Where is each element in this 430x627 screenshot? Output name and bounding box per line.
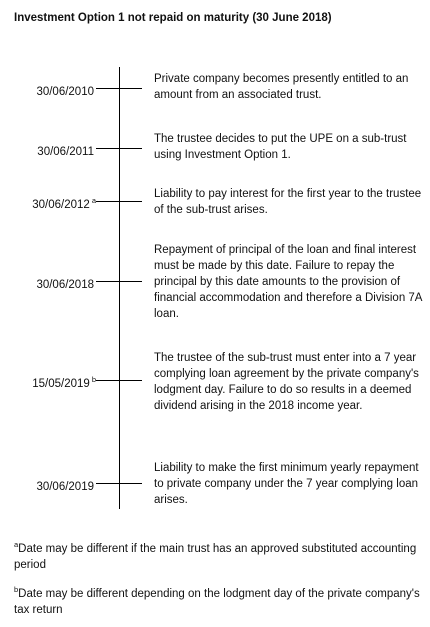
timeline-date: 30/06/2019 bbox=[36, 481, 94, 493]
timeline-event: The trustee of the sub-trust must enter into a 7 year complying loan agreement by the private company's lodgment day. Failure to do so results in a deemed dividend arising in the 2018 income year. bbox=[154, 352, 419, 412]
timeline-tick bbox=[96, 201, 142, 202]
diagram-title: Investment Option 1 not repaid on maturity (30 June 2018) bbox=[14, 12, 332, 24]
timeline-event: The trustee decides to put the UPE on a sub-trust using Investment Option 1. bbox=[154, 133, 407, 161]
timeline-event: Liability to make the first minimum yearly repayment to private company under the 7 year complying loan arises. bbox=[154, 462, 419, 506]
timeline-event: Repayment of principal of the loan and final interest must be made by this date. Failure to repay the principal by this date amounts to the provision of financial accommodation and therefore a Division 7A loan. bbox=[154, 244, 422, 320]
timeline-event: Liability to pay interest for the first year to the trustee of the sub-trust arises. bbox=[154, 188, 422, 216]
timeline-tick bbox=[96, 148, 142, 149]
timeline-event: Private company becomes presently entitled to an amount from an associated trust. bbox=[154, 73, 409, 101]
timeline-date: 30/06/2012 $^a$ bbox=[32, 196, 96, 211]
timeline-tick bbox=[96, 380, 142, 381]
timeline-tick bbox=[96, 281, 142, 282]
footnote: $^b$Date may be different depending on the lodgment day of the private company's tax return bbox=[14, 585, 420, 616]
timeline-date: 15/05/2019 $^b$ bbox=[32, 375, 96, 390]
timeline-date: 30/06/2011 bbox=[37, 146, 94, 158]
timeline-date: 30/06/2018 bbox=[36, 279, 94, 291]
timeline-axis bbox=[119, 67, 120, 509]
timeline-tick bbox=[96, 88, 142, 89]
footnote: $^a$Date may be different if the main trust has an approved substituted accounting period bbox=[14, 540, 417, 571]
timeline-date: 30/06/2010 bbox=[36, 86, 94, 98]
timeline-tick bbox=[96, 483, 142, 484]
